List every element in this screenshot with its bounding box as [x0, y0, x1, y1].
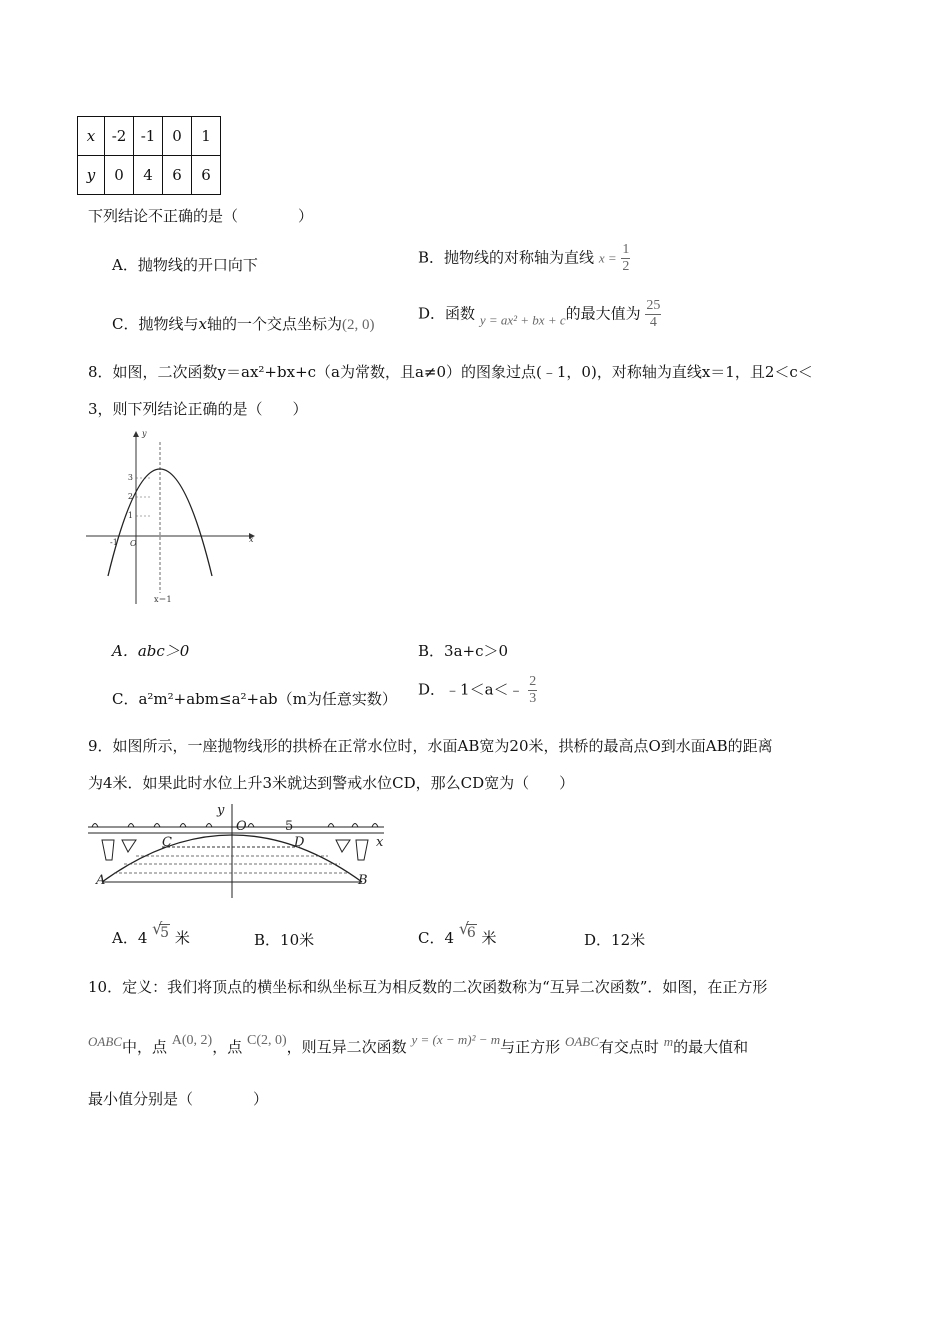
radical-sign: √: [458, 919, 470, 938]
table-cell: 0: [163, 117, 192, 156]
fraction-numerator: 1: [622, 242, 630, 257]
q10-math: OABC: [88, 1034, 122, 1049]
q10-math: OABC: [564, 1034, 599, 1049]
bridge-pier: [102, 840, 114, 860]
fraction-numerator: 2: [529, 674, 537, 689]
origin-label: O: [130, 539, 137, 548]
q8-option-a: A．abc＞0: [112, 642, 190, 660]
fraction: [645, 298, 661, 331]
q10-line1: 10．定义：我们将顶点的横坐标和纵坐标互为相反数的二次函数称为“互异二次函数”．如图，在正方形: [88, 978, 768, 996]
table-cell: 6: [192, 156, 221, 195]
table-cell: -2: [105, 117, 134, 156]
q7-option-b: [418, 242, 630, 275]
table-cell: x: [78, 117, 105, 156]
q10-text: ，点: [212, 1038, 243, 1056]
q10-text: 的最大值和: [673, 1038, 749, 1056]
q10-math: C(2, 0): [246, 1033, 287, 1048]
q9-option-a-prefix: A．4: [112, 929, 148, 947]
q7-option-d-text2: 的最大值为: [565, 304, 641, 323]
dimension-label: 5: [285, 819, 294, 834]
sqrt: [152, 919, 170, 947]
q7-option-c-var: x: [198, 315, 207, 333]
fraction: [528, 674, 537, 707]
q10-text: 有交点时: [598, 1038, 659, 1056]
x-tick-label: -1: [110, 538, 118, 547]
q7-option-d-text: D．函数: [418, 304, 476, 323]
q10-math: m: [663, 1034, 674, 1049]
q7-option-c-text: C．抛物线与: [112, 315, 199, 333]
q9-option-c: [418, 919, 497, 948]
fraction-numerator: 25: [646, 298, 661, 313]
y-axis-label: y: [217, 803, 225, 818]
q8-line1: 8．如图，二次函数y＝ax²+bx+c（a为常数，且a≠0）的图象过点(﹣1，0)，对称轴为直线x＝1，且2＜c＜: [88, 363, 813, 381]
parabola-graph: [84, 428, 264, 608]
q7-option-c: [112, 313, 374, 334]
radicand: 5: [160, 925, 170, 941]
q9-option-c-prefix: C．4: [418, 929, 455, 947]
table-cell: -1: [134, 117, 163, 156]
q10-text: ，则互异二次函数: [286, 1038, 407, 1056]
q8-option-b: B．3a+c＞0: [418, 642, 509, 660]
bridge-pier: [122, 840, 136, 852]
symmetry-axis-label: x＝1: [154, 595, 172, 604]
table-cell: 6: [163, 156, 192, 195]
q7-stem: 下列结论不正确的是（ ）: [88, 207, 314, 225]
table-cell: 1: [192, 117, 221, 156]
y-tick-label: 3: [127, 473, 133, 482]
bridge-pier: [356, 840, 368, 860]
radical-sign: √: [152, 919, 163, 938]
q9-option-c-unit: 米: [481, 929, 497, 947]
q9-option-a-unit: 米: [174, 929, 190, 947]
x-axis-label: x: [249, 535, 254, 544]
arch-bridge-figure: [88, 800, 398, 900]
q9-line1: 9．如图所示，一座抛物线形的拱桥在正常水位时，水面AB宽为20米，拱桥的最高点O到水面AB的距离: [88, 737, 773, 755]
q9-option-d: D．12米: [584, 931, 646, 949]
point-d-label: D: [294, 835, 305, 850]
point-o-label: O: [236, 819, 247, 834]
q8-option-c: C．a²m²+abm≤a²+ab（m为任意实数）: [112, 690, 397, 708]
q7-option-d: [418, 298, 661, 331]
y-tick-label: 1: [127, 511, 133, 520]
q7-option-b-math: x =: [598, 250, 617, 266]
point-a-label: A: [96, 873, 106, 888]
q8-option-d: [418, 674, 537, 707]
sqrt: [458, 919, 477, 947]
fraction-denominator: 3: [529, 691, 537, 706]
q10-line3: 最小值分别是（ ）: [88, 1090, 269, 1108]
q10-math: A(0, 2): [171, 1033, 213, 1048]
table-row: [78, 117, 221, 156]
y-tick-label: 2: [127, 492, 133, 501]
y-axis-label: y: [142, 429, 147, 438]
railing-posts: [92, 824, 378, 828]
q7-option-b-text: B．抛物线的对称轴为直线: [418, 248, 595, 267]
bridge-pier: [336, 840, 350, 852]
table-cell: y: [78, 156, 105, 195]
xy-value-table: [77, 116, 221, 195]
q10-line2: [88, 1032, 748, 1057]
q9-option-a: [112, 919, 190, 948]
q8-option-d-text: D．﹣1＜a＜﹣: [418, 680, 524, 699]
q9-line2: 为4米．如果此时水位上升3米就达到警戒水位CD，那么CD宽为（ ）: [88, 774, 575, 792]
fraction: [621, 242, 630, 275]
q8-line2: 3，则下列结论正确的是（ ）: [88, 400, 308, 418]
q9-option-b: B．10米: [254, 931, 315, 949]
q10-text: 中，点: [121, 1038, 167, 1056]
q7-option-a: A．抛物线的开口向下: [112, 256, 258, 274]
q7-option-c-text2: 轴的一个交点坐标为: [206, 315, 342, 333]
point-c-label: C: [162, 835, 172, 850]
fraction-denominator: 2: [622, 259, 630, 274]
table-row: [78, 156, 221, 195]
table-cell: 4: [134, 156, 163, 195]
point-b-label: B: [358, 873, 368, 888]
q10-math: y = (x − m)² − m: [411, 1032, 501, 1047]
q10-text: 与正方形: [500, 1038, 561, 1056]
table-cell: 0: [105, 156, 134, 195]
fraction-denominator: 4: [649, 315, 657, 330]
q7-option-d-math: y = ax² + bx + c: [479, 312, 566, 328]
radicand: 6: [466, 925, 476, 941]
q7-option-c-math: (2, 0): [341, 317, 375, 333]
x-axis-label: x: [376, 835, 384, 850]
